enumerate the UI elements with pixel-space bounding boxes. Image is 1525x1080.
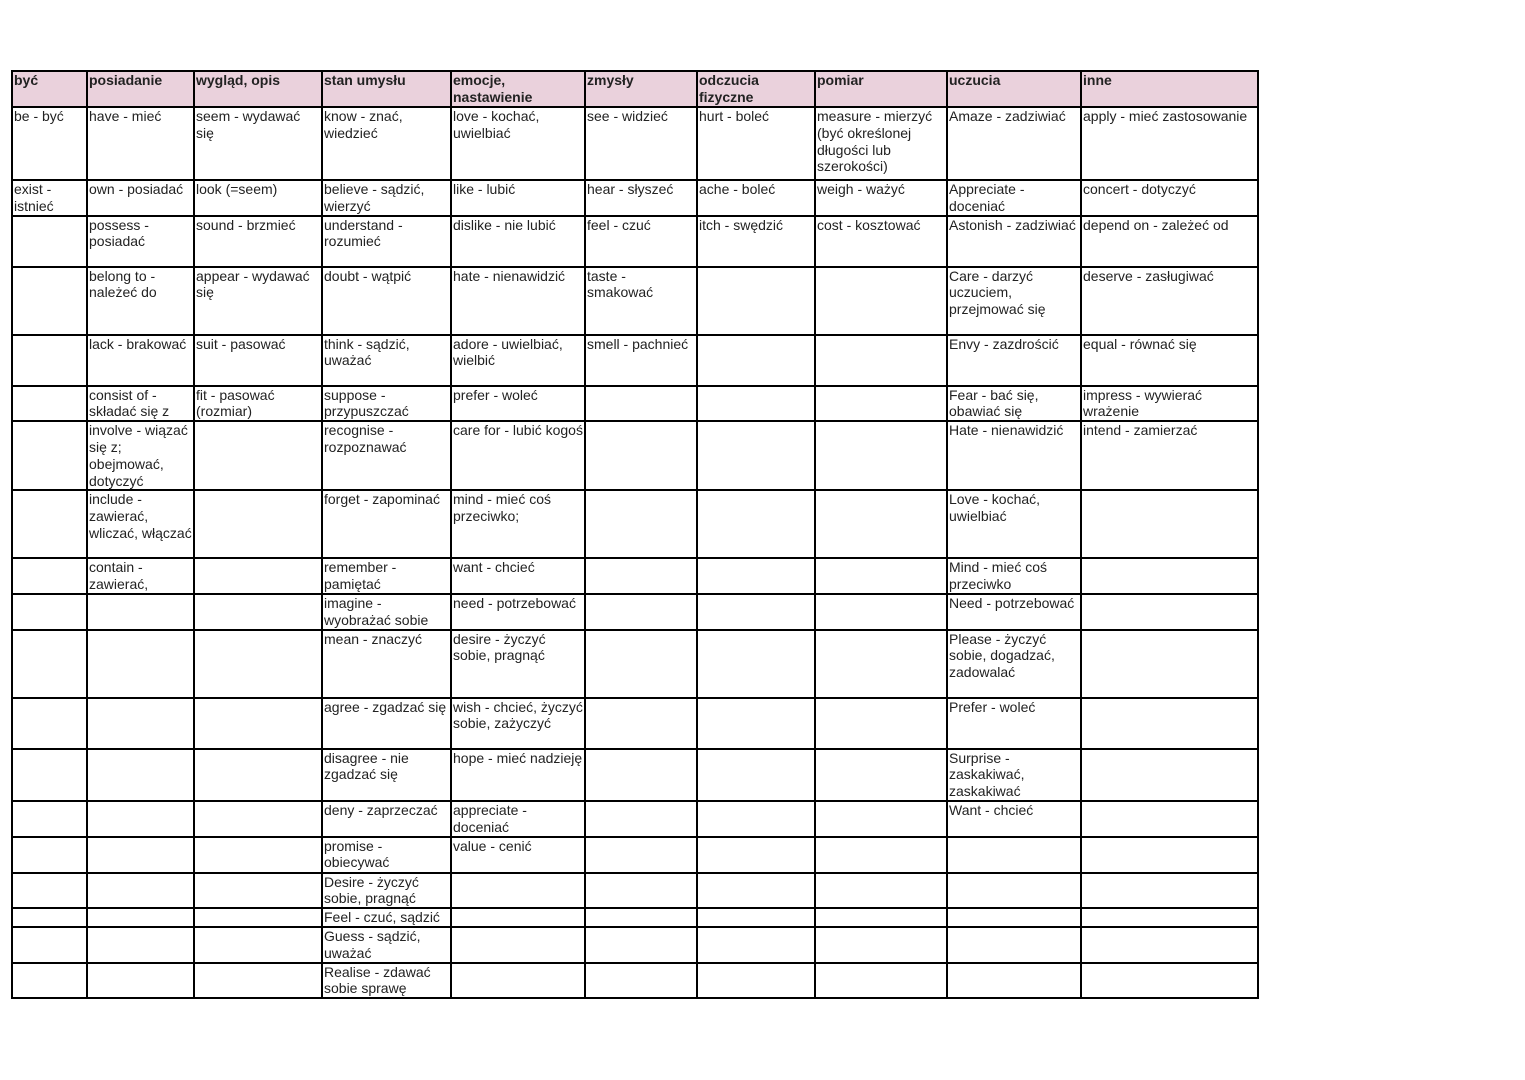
table-cell	[1081, 963, 1258, 999]
table-cell	[585, 873, 697, 909]
table-cell: Surprise - zaskakiwać, zaskakiwać	[947, 749, 1081, 801]
table-cell	[815, 749, 947, 801]
table-cell: think - sądzić, uważać	[322, 335, 451, 386]
table-cell	[1081, 490, 1258, 558]
verb-table	[11, 70, 1259, 999]
table-cell	[697, 267, 815, 335]
table-cell	[585, 558, 697, 594]
table-cell: sound - brzmieć	[194, 216, 322, 267]
table-cell	[815, 698, 947, 749]
table-row	[12, 421, 1258, 490]
table-cell: Astonish - zadziwiać	[947, 216, 1081, 267]
table-cell: intend - zamierzać	[1081, 421, 1258, 490]
table-cell: fit - pasować (rozmiar)	[194, 386, 322, 422]
table-cell	[194, 908, 322, 927]
table-cell: recognise - rozpoznawać	[322, 421, 451, 490]
table-cell: belong to - należeć do	[87, 267, 194, 335]
table-cell	[194, 630, 322, 698]
table-cell: Need - potrzebować	[947, 594, 1081, 630]
table-cell	[12, 630, 87, 698]
table-row	[12, 216, 1258, 267]
table-cell	[697, 837, 815, 873]
table-row	[12, 749, 1258, 801]
table-cell	[815, 386, 947, 422]
table-cell: desire - życzyć sobie, pragnąć	[451, 630, 585, 698]
table-row	[12, 558, 1258, 594]
table-cell: Care - darzyć uczuciem, przejmować się	[947, 267, 1081, 335]
table-cell	[947, 963, 1081, 999]
table-cell	[815, 594, 947, 630]
column-header: uczucia	[947, 71, 1081, 107]
table-cell	[1081, 908, 1258, 927]
table-cell: prefer - woleć	[451, 386, 585, 422]
table-cell	[87, 698, 194, 749]
table-cell	[815, 421, 947, 490]
table-cell	[815, 873, 947, 909]
table-cell	[697, 421, 815, 490]
table-cell: promise - obiecywać	[322, 837, 451, 873]
table-row	[12, 908, 1258, 927]
table-cell: appear - wydawać się	[194, 267, 322, 335]
table-cell: hurt - boleć	[697, 107, 815, 180]
table-cell	[87, 927, 194, 963]
table-cell: lack - brakować	[87, 335, 194, 386]
table-cell	[947, 837, 1081, 873]
table-cell: suppose - przypuszczać	[322, 386, 451, 422]
table-cell	[947, 873, 1081, 909]
table-cell	[12, 927, 87, 963]
table-row	[12, 698, 1258, 749]
table-cell: believe - sądzić, wierzyć	[322, 180, 451, 216]
table-cell: forget - zapominać	[322, 490, 451, 558]
table-cell	[1081, 698, 1258, 749]
table-cell	[815, 908, 947, 927]
table-cell: Want - chcieć	[947, 801, 1081, 837]
table-cell	[12, 749, 87, 801]
table-cell	[585, 801, 697, 837]
table-cell	[815, 963, 947, 999]
column-header: posiadanie	[87, 71, 194, 107]
table-cell	[697, 698, 815, 749]
table-cell: hope - mieć nadzieję	[451, 749, 585, 801]
table-cell	[12, 594, 87, 630]
table-cell	[87, 630, 194, 698]
table-cell	[697, 963, 815, 999]
table-cell: agree - zgadzać się	[322, 698, 451, 749]
table-row	[12, 837, 1258, 873]
table-cell	[697, 558, 815, 594]
table-cell	[194, 749, 322, 801]
table-cell: Realise - zdawać sobie sprawę	[322, 963, 451, 999]
table-cell	[697, 490, 815, 558]
table-cell	[87, 908, 194, 927]
table-row	[12, 927, 1258, 963]
table-cell: equal - równać się	[1081, 335, 1258, 386]
table-cell: be - być	[12, 107, 87, 180]
table-row	[12, 801, 1258, 837]
table-cell	[194, 490, 322, 558]
table-cell: Mind - mieć coś przeciwko	[947, 558, 1081, 594]
table-cell: Envy - zazdrościć	[947, 335, 1081, 386]
table-cell	[585, 749, 697, 801]
table-row	[12, 335, 1258, 386]
table-cell	[585, 630, 697, 698]
table-row	[12, 490, 1258, 558]
table-cell	[815, 267, 947, 335]
table-cell: mean - znaczyć	[322, 630, 451, 698]
table-cell	[194, 594, 322, 630]
table-body	[12, 107, 1258, 998]
table-cell	[1081, 927, 1258, 963]
table-cell: seem - wydawać się	[194, 107, 322, 180]
table-cell: apply - mieć zastosowanie	[1081, 107, 1258, 180]
table-cell: ache - boleć	[697, 180, 815, 216]
table-cell	[451, 908, 585, 927]
table-cell: own - posiadać	[87, 180, 194, 216]
table-row	[12, 180, 1258, 216]
table-cell	[585, 698, 697, 749]
table-cell: have - mieć	[87, 107, 194, 180]
table-cell	[815, 490, 947, 558]
table-cell	[87, 801, 194, 837]
table-cell	[194, 698, 322, 749]
table-cell: deny - zaprzeczać	[322, 801, 451, 837]
table-cell	[1081, 630, 1258, 698]
table-cell: Fear - bać się, obawiać się	[947, 386, 1081, 422]
table-cell: like - lubić	[451, 180, 585, 216]
table-cell	[12, 386, 87, 422]
table-cell: imagine - wyobrażać sobie	[322, 594, 451, 630]
table-row	[12, 386, 1258, 422]
table-cell	[585, 386, 697, 422]
table-cell: taste - smakować	[585, 267, 697, 335]
table-cell	[585, 837, 697, 873]
table-cell: concert - dotyczyć	[1081, 180, 1258, 216]
table-cell: appreciate - doceniać	[451, 801, 585, 837]
table-cell: impress - wywierać wrażenie	[1081, 386, 1258, 422]
table-cell	[12, 873, 87, 909]
table-cell	[697, 927, 815, 963]
table-cell	[451, 873, 585, 909]
column-header: być	[12, 71, 87, 107]
table-cell: cost - kosztować	[815, 216, 947, 267]
table-cell	[451, 927, 585, 963]
table-cell	[12, 801, 87, 837]
table-cell: hate - nienawidzić	[451, 267, 585, 335]
table-cell	[12, 558, 87, 594]
table-cell: measure - mierzyć (być określonej długości lub szerokości)	[815, 107, 947, 180]
table-cell: care for - lubić kogoś	[451, 421, 585, 490]
table-cell: contain - zawierać,	[87, 558, 194, 594]
table-cell	[87, 873, 194, 909]
table-cell	[1081, 873, 1258, 909]
table-cell: depend on - zależeć od	[1081, 216, 1258, 267]
column-header: emocje, nastawienie	[451, 71, 585, 107]
table-row	[12, 873, 1258, 909]
table-cell	[1081, 558, 1258, 594]
table-cell: itch - swędzić	[697, 216, 815, 267]
table-cell	[1081, 837, 1258, 873]
table-cell: dislike - nie lubić	[451, 216, 585, 267]
table-cell	[12, 216, 87, 267]
table-cell: Hate - nienawidzić	[947, 421, 1081, 490]
table-cell: suit - pasować	[194, 335, 322, 386]
table-cell	[12, 267, 87, 335]
table-cell	[947, 908, 1081, 927]
table-cell: Feel - czuć, sądzić	[322, 908, 451, 927]
column-header: pomiar	[815, 71, 947, 107]
column-header: zmysły	[585, 71, 697, 107]
table-cell: doubt - wątpić	[322, 267, 451, 335]
table-cell	[815, 837, 947, 873]
table-cell	[585, 490, 697, 558]
table-cell	[947, 927, 1081, 963]
column-header: odczucia fizyczne	[697, 71, 815, 107]
table-cell: want - chcieć	[451, 558, 585, 594]
table-row	[12, 107, 1258, 180]
table-cell	[697, 801, 815, 837]
table-cell	[697, 335, 815, 386]
table-cell: smell - pachnieć	[585, 335, 697, 386]
table-cell	[815, 927, 947, 963]
table-cell	[815, 801, 947, 837]
header-row	[12, 71, 1258, 107]
table-cell: need - potrzebować	[451, 594, 585, 630]
table-cell: wish - chcieć, życzyć sobie, zażyczyć	[451, 698, 585, 749]
table-cell: include - zawierać, wliczać, włączać	[87, 490, 194, 558]
table-header	[12, 71, 1258, 107]
table-cell: hear - słyszeć	[585, 180, 697, 216]
table-cell	[697, 873, 815, 909]
table-cell: exist - istnieć	[12, 180, 87, 216]
table-cell: Prefer - woleć	[947, 698, 1081, 749]
table-cell: deserve - zasługiwać	[1081, 267, 1258, 335]
table-cell	[12, 963, 87, 999]
table-cell	[815, 630, 947, 698]
table-cell	[12, 421, 87, 490]
table-row	[12, 963, 1258, 999]
table-cell: Please - życzyć sobie, dogadzać, zadowalać	[947, 630, 1081, 698]
table-cell	[87, 963, 194, 999]
table-cell	[697, 749, 815, 801]
table-cell: Love - kochać, uwielbiać	[947, 490, 1081, 558]
table-cell	[12, 837, 87, 873]
table-cell: Appreciate - doceniać	[947, 180, 1081, 216]
table-cell	[12, 698, 87, 749]
table-cell: disagree - nie zgadzać się	[322, 749, 451, 801]
table-cell	[194, 801, 322, 837]
table-cell	[194, 963, 322, 999]
table-cell: remember - pamiętać	[322, 558, 451, 594]
table-cell: consist of - składać się z	[87, 386, 194, 422]
table-cell	[585, 421, 697, 490]
table-cell: see - widzieć	[585, 107, 697, 180]
table-cell: mind - mieć coś przeciwko;	[451, 490, 585, 558]
table-cell	[697, 908, 815, 927]
table-cell	[451, 963, 585, 999]
table-cell	[194, 927, 322, 963]
table-cell	[1081, 749, 1258, 801]
table-cell	[87, 594, 194, 630]
table-cell: know - znać, wiedzieć	[322, 107, 451, 180]
table-cell	[194, 837, 322, 873]
table-cell	[815, 335, 947, 386]
table-cell	[815, 558, 947, 594]
table-cell: adore - uwielbiać, wielbić	[451, 335, 585, 386]
table-cell: weigh - ważyć	[815, 180, 947, 216]
table-cell	[697, 594, 815, 630]
column-header: wygląd, opis	[194, 71, 322, 107]
table-cell	[585, 927, 697, 963]
column-header: inne	[1081, 71, 1258, 107]
table-cell: look (=seem)	[194, 180, 322, 216]
table-cell: possess - posiadać	[87, 216, 194, 267]
table-cell: feel - czuć	[585, 216, 697, 267]
table-cell	[194, 558, 322, 594]
table-cell	[1081, 594, 1258, 630]
table-cell	[697, 630, 815, 698]
table-cell	[194, 873, 322, 909]
table-cell: involve - wiązać się z; obejmować, dotyczyć	[87, 421, 194, 490]
table-cell	[697, 386, 815, 422]
column-header: stan umysłu	[322, 71, 451, 107]
table-cell	[87, 749, 194, 801]
table-cell: Amaze - zadziwiać	[947, 107, 1081, 180]
table-row	[12, 594, 1258, 630]
table-cell	[585, 963, 697, 999]
table-cell	[12, 335, 87, 386]
table-cell: Guess - sądzić, uważać	[322, 927, 451, 963]
table-cell	[12, 908, 87, 927]
table-cell: value - cenić	[451, 837, 585, 873]
table-cell	[12, 490, 87, 558]
table-cell	[585, 908, 697, 927]
table-row	[12, 267, 1258, 335]
table-row	[12, 630, 1258, 698]
table-cell	[1081, 801, 1258, 837]
table-cell: love - kochać, uwielbiać	[451, 107, 585, 180]
table-cell	[194, 421, 322, 490]
table-cell: Desire - życzyć sobie, pragnąć	[322, 873, 451, 909]
table-cell: understand - rozumieć	[322, 216, 451, 267]
table-cell	[87, 837, 194, 873]
table-cell	[585, 594, 697, 630]
